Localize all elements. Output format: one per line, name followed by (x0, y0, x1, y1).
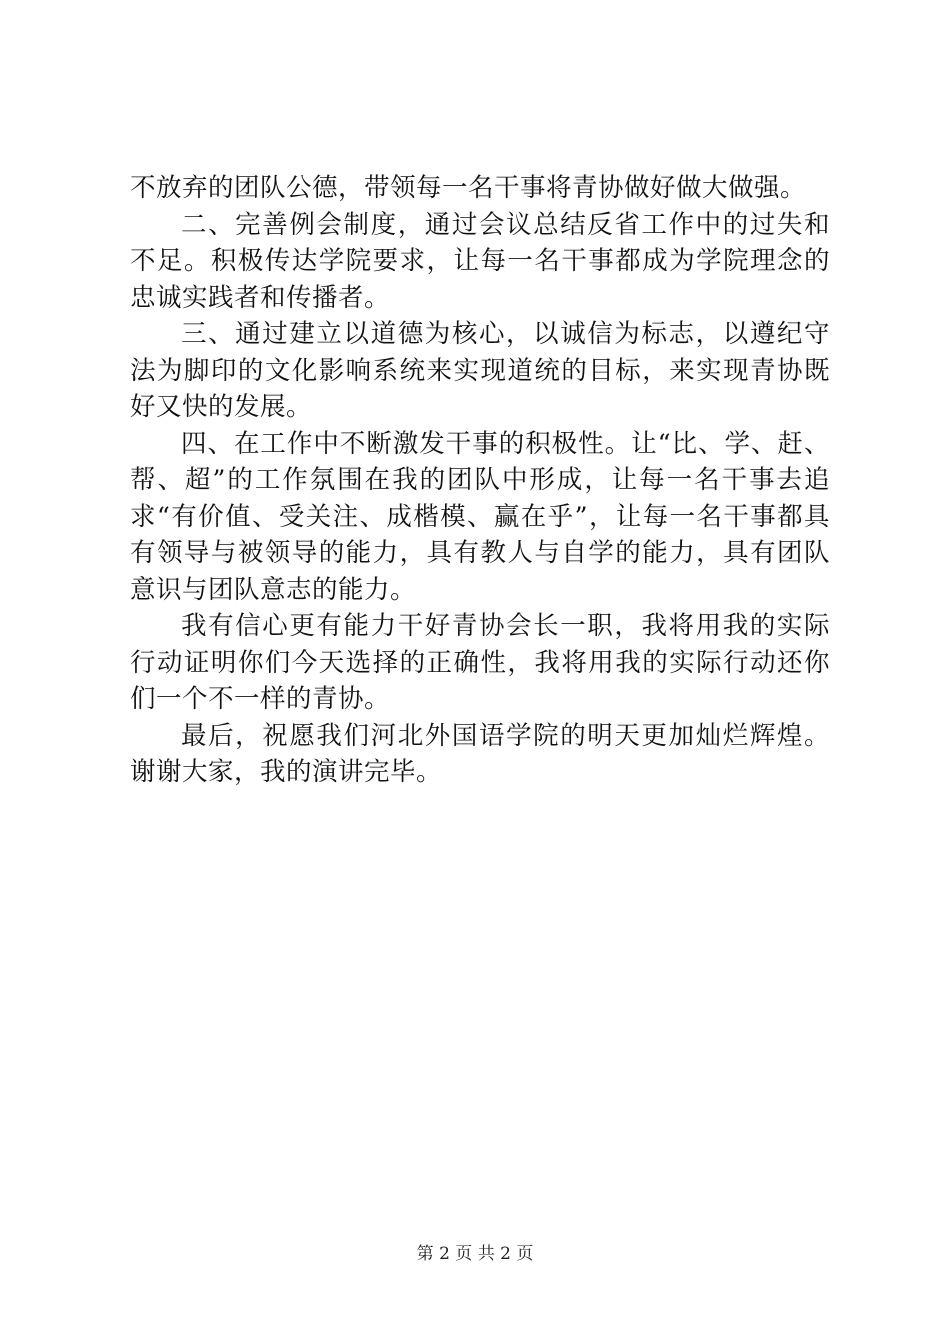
paragraph-closing: 最后，祝愿我们河北外国语学院的明天更加灿烂辉煌。谢谢大家，我的演讲完毕。 (130, 720, 830, 787)
page-number: 第 2 页 共 2 页 (416, 1244, 534, 1264)
paragraph-item-3: 三、通过建立以道德为核心，以诚信为标志，以遵纪守法为脚印的文化影响系统来实现道统的目标，来实现青协既好又快的发展。 (130, 319, 830, 422)
paragraph-item-4: 四、在工作中不断激发干事的积极性。让“比、学、赶、帮、超”的工作氛围在我的团队中形成，让每一名干事去追求“有价值、受关注、成楷模、赢在乎”，让每一名干事都具有领导与被领导的能力，具有教人与自学的能力，具有团队意识与团队意志的能力。 (130, 428, 830, 605)
paragraph-continuation: 不放弃的团队公德，带领每一名干事将青协做好做大做强。 (130, 173, 807, 203)
paragraph-item-2: 二、完善例会制度，通过会议总结反省工作中的过失和不足。积极传达学院要求，让每一名干事都成为学院理念的忠诚实践者和传播者。 (130, 209, 830, 313)
page-footer (0, 1243, 950, 1265)
document-body (130, 170, 830, 791)
paragraph-confidence: 我有信心更有能力干好青协会长一职，我将用我的实际行动证明你们今天选择的正确性，我将用我的实际行动还你们一个不一样的青协。 (130, 611, 830, 714)
